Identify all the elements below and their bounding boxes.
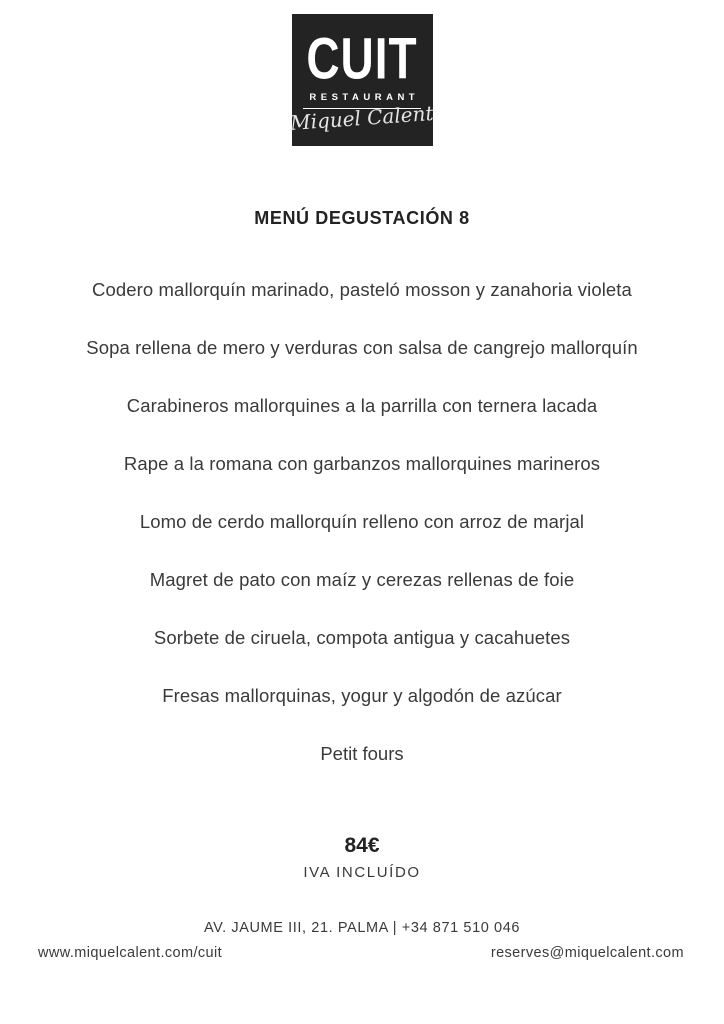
menu-item: Carabineros mallorquines a la parrilla con ternera lacada	[126, 395, 598, 416]
menu-item: Codero mallorquín marinado, pasteló mosson y zanahoria violeta	[92, 279, 632, 300]
logo-brand-text: CUIT	[306, 24, 418, 92]
menu-item: Magret de pato con maíz y cerezas rellenas de foie	[149, 569, 575, 590]
menu-title: MENÚ DEGUSTACIÓN 8	[254, 208, 470, 228]
logo-subtitle-text: RESTAURANT	[303, 92, 421, 109]
menu-item: Sopa rellena de mero y verduras con salsa de cangrejo mallorquín	[86, 337, 638, 358]
menu-item: Sorbete de ciruela, compota antigua y cacahuetes	[153, 627, 571, 648]
menu-item-list	[0, 279, 724, 707]
restaurant-logo	[289, 14, 435, 146]
menu-item: Lomo de cerdo mallorquín relleno con arroz de marjal	[139, 511, 585, 532]
signature: Miquel Calent	[289, 101, 435, 135]
website-link: www.miquelcalent.com/cuit	[38, 945, 223, 961]
menu-item: Rape a la romana con garbanzos mallorquines marineros	[123, 453, 601, 474]
menu-price: 84€	[344, 834, 380, 857]
restaurant-address: AV. JAUME III, 21. PALMA | +34 871 510 046	[203, 920, 521, 936]
petit-fours-line: Petit fours	[320, 743, 404, 764]
email-link: reserves@miquelcalent.com	[490, 945, 684, 961]
tax-included-note: IVA INCLUÍDO	[303, 864, 421, 881]
footer	[0, 944, 724, 962]
menu-item: Fresas mallorquinas, yogur y algodón de azúcar	[162, 685, 562, 706]
